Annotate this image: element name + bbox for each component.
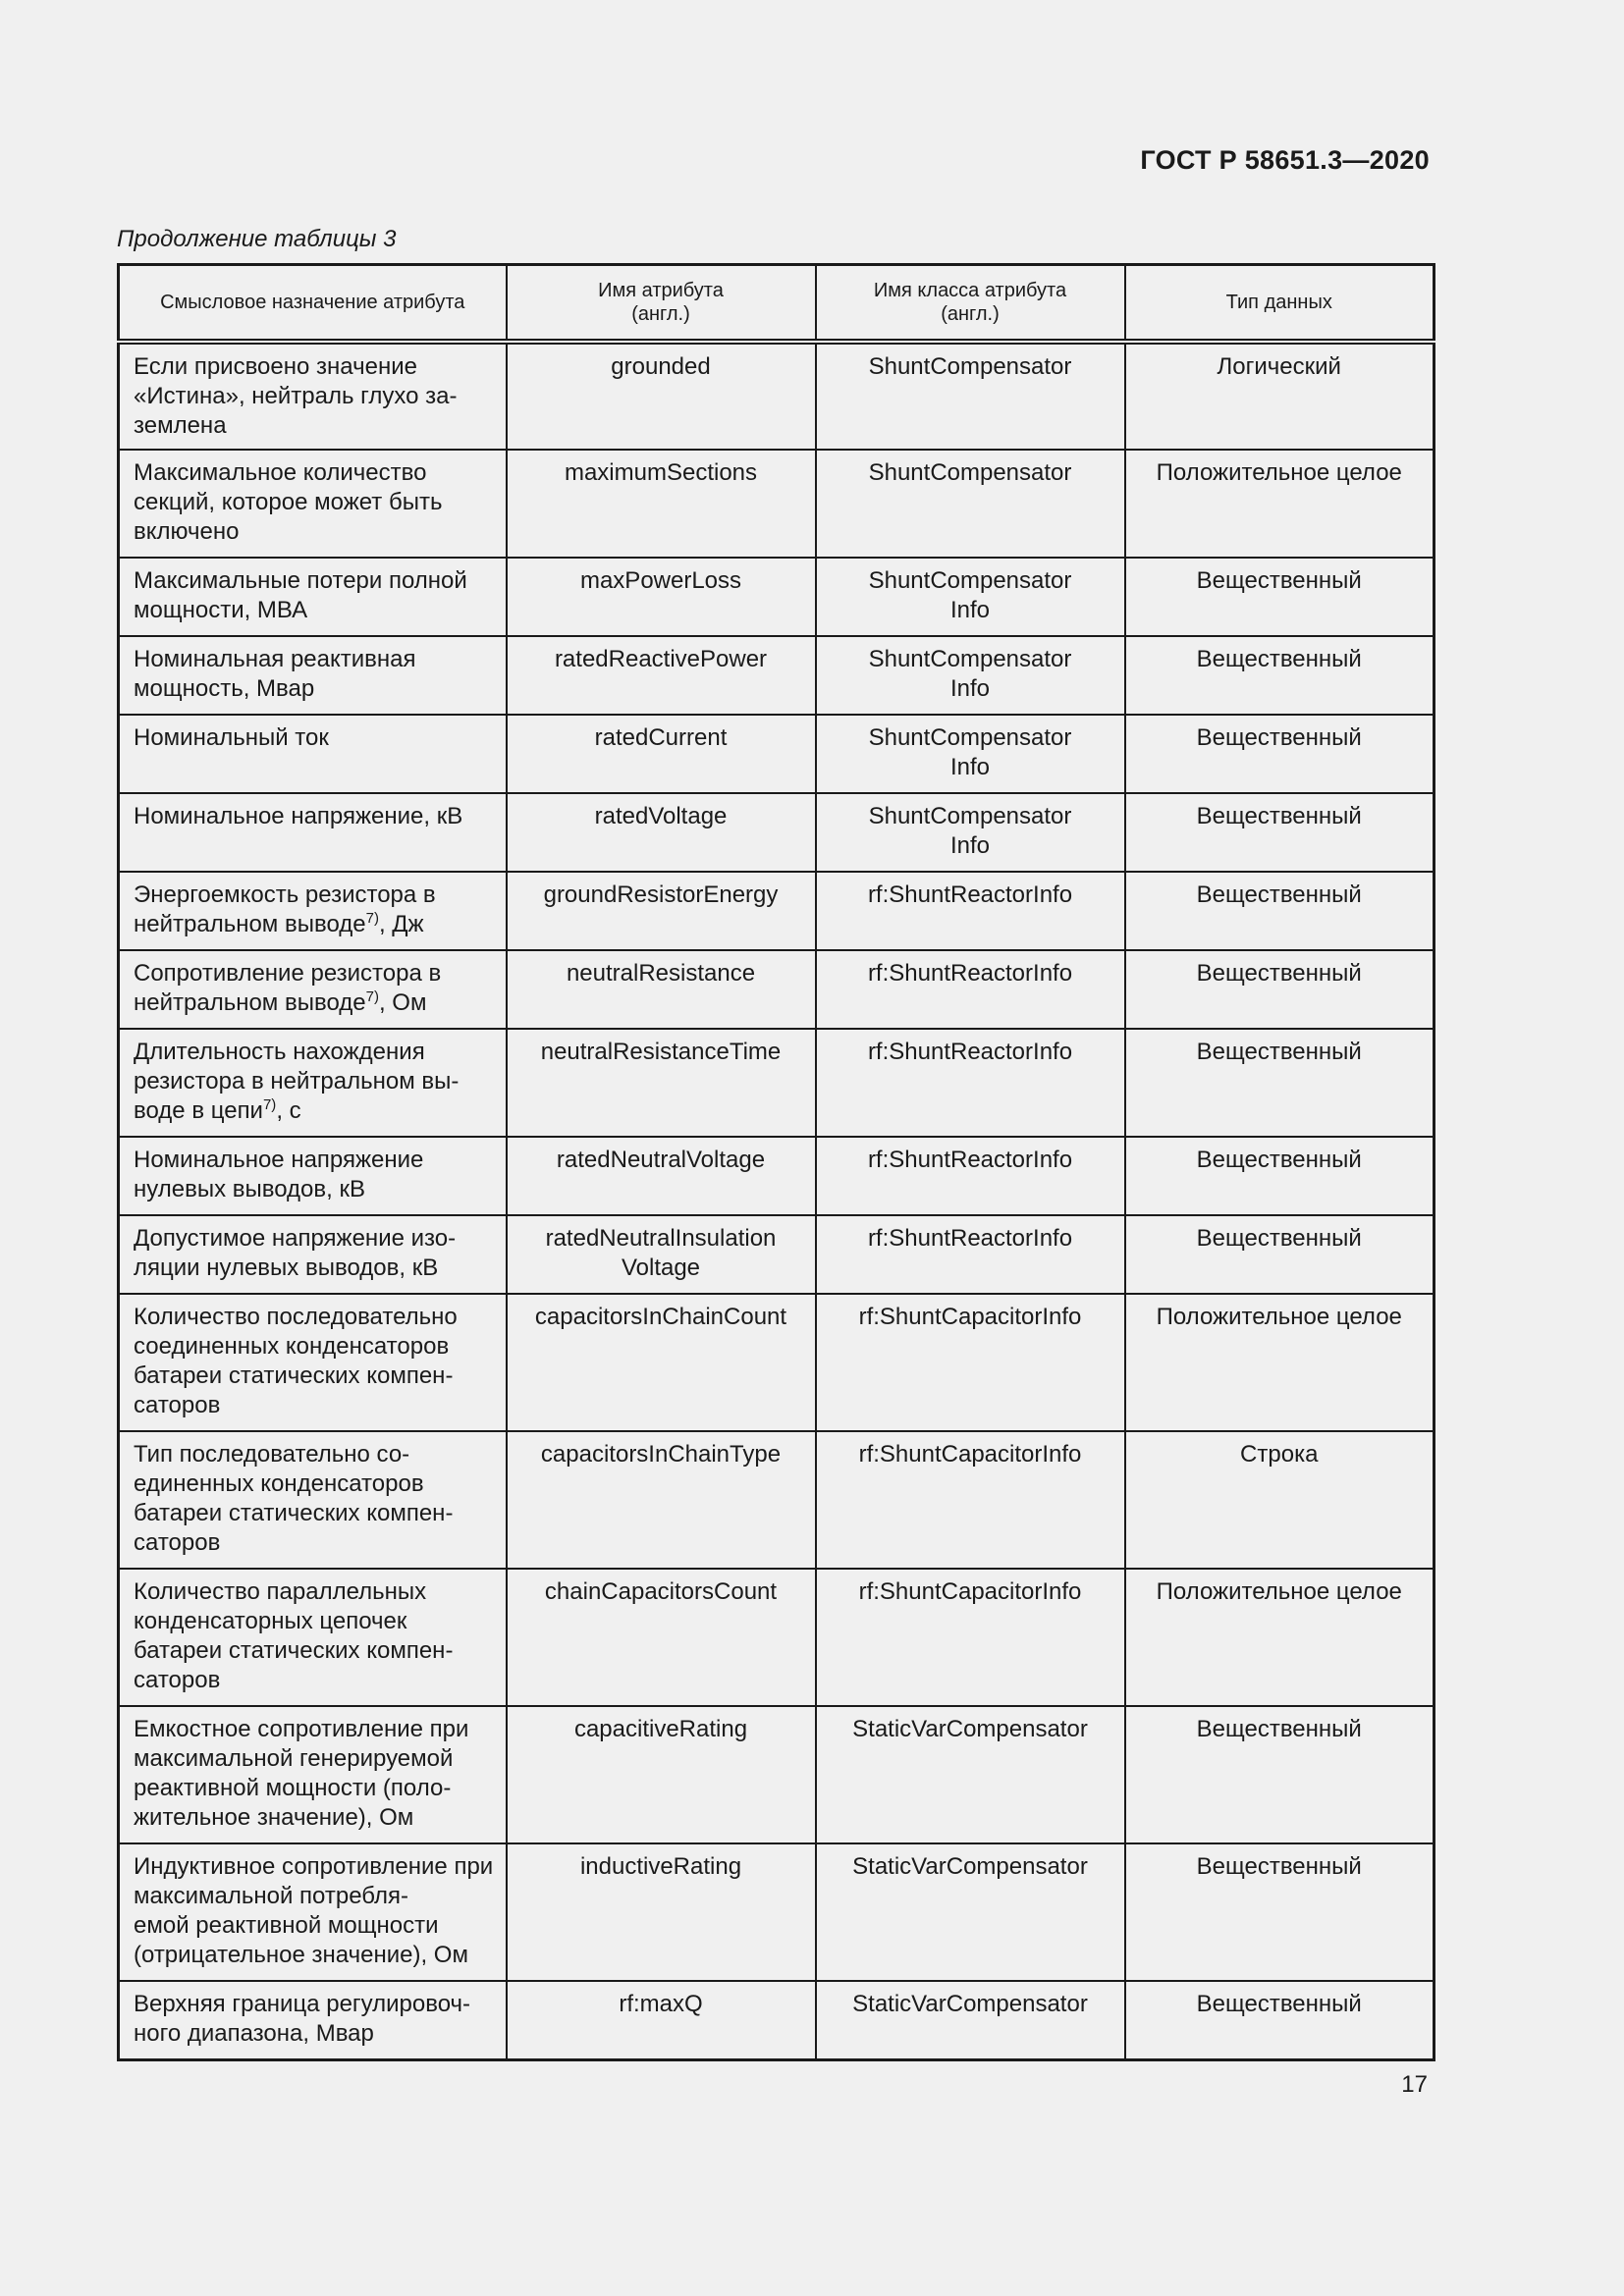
footnote-reference: 7) bbox=[262, 1096, 277, 1113]
cell-attribute-name: chainCapacitorsCount bbox=[507, 1569, 816, 1706]
table-row bbox=[119, 1706, 1435, 1843]
table-row bbox=[119, 450, 1435, 558]
cell-purpose bbox=[119, 1137, 507, 1215]
cell-class-name: StaticVarCompensator bbox=[816, 1706, 1125, 1843]
cell-attribute-name: maxPowerLoss bbox=[507, 558, 816, 636]
column-header-class-name: Имя класса атрибута (англ.) bbox=[816, 265, 1125, 343]
cell-purpose-text: Количество параллельных конденсаторных цепочек батареи статических компен- саторов bbox=[134, 1578, 454, 1693]
cell-data-type: Вещественный bbox=[1125, 1706, 1435, 1843]
cell-purpose bbox=[119, 1706, 507, 1843]
cell-data-type: Вещественный bbox=[1125, 1137, 1435, 1215]
cell-purpose bbox=[119, 636, 507, 715]
cell-purpose-text: Сопротивление резистора в нейтральном выводе bbox=[134, 960, 442, 1016]
cell-attribute-name: ratedVoltage bbox=[507, 793, 816, 872]
cell-attribute-name: rf:maxQ bbox=[507, 1981, 816, 2059]
cell-class-name: rf:ShuntReactorInfo bbox=[816, 950, 1125, 1029]
cell-data-type: Вещественный bbox=[1125, 950, 1435, 1029]
cell-purpose-text: Индуктивное сопротивление при максимальной потребля- емой реактивной мощности (отрицательное значение), Ом bbox=[134, 1853, 494, 1968]
table-row bbox=[119, 636, 1435, 715]
cell-purpose bbox=[119, 1029, 507, 1137]
cell-purpose-text: Максимальное количество секций, которое может быть включено bbox=[134, 459, 443, 545]
cell-attribute-name: ratedNeutralInsulation Voltage bbox=[507, 1215, 816, 1294]
cell-data-type: Положительное целое bbox=[1125, 1294, 1435, 1431]
cell-data-type: Вещественный bbox=[1125, 558, 1435, 636]
column-header-attribute-name: Имя атрибута (англ.) bbox=[507, 265, 816, 343]
cell-purpose-unit: , Дж bbox=[378, 911, 424, 937]
table-row bbox=[119, 1215, 1435, 1294]
cell-purpose-text: Количество последовательно соединенных конденсаторов батареи статических компен- саторов bbox=[134, 1304, 458, 1418]
page-number: 17 bbox=[1401, 2071, 1428, 2098]
cell-purpose-text: Энергоемкость резистора в нейтральном выводе bbox=[134, 881, 436, 937]
table-row bbox=[119, 950, 1435, 1029]
cell-data-type: Вещественный bbox=[1125, 1981, 1435, 2059]
cell-purpose-text: Номинальная реактивная мощность, Мвар bbox=[134, 646, 416, 702]
table-row bbox=[119, 558, 1435, 636]
cell-purpose-text: Номинальное напряжение нулевых выводов, кВ bbox=[134, 1147, 424, 1202]
cell-class-name: ShuntCompensator bbox=[816, 342, 1125, 450]
cell-class-name: ShuntCompensator Info bbox=[816, 793, 1125, 872]
cell-purpose bbox=[119, 1431, 507, 1569]
cell-data-type: Положительное целое bbox=[1125, 450, 1435, 558]
cell-class-name: ShuntCompensator Info bbox=[816, 558, 1125, 636]
cell-purpose bbox=[119, 342, 507, 450]
cell-data-type: Логический bbox=[1125, 342, 1435, 450]
cell-attribute-name: inductiveRating bbox=[507, 1843, 816, 1981]
cell-class-name: StaticVarCompensator bbox=[816, 1843, 1125, 1981]
cell-class-name: StaticVarCompensator bbox=[816, 1981, 1125, 2059]
cell-class-name: rf:ShuntCapacitorInfo bbox=[816, 1294, 1125, 1431]
cell-purpose-text: Тип последовательно со- единенных конденсаторов батареи статических компен- саторов bbox=[134, 1441, 454, 1556]
cell-attribute-name: ratedCurrent bbox=[507, 715, 816, 793]
cell-purpose bbox=[119, 1981, 507, 2059]
table-row bbox=[119, 1294, 1435, 1431]
cell-class-name: rf:ShuntReactorInfo bbox=[816, 1137, 1125, 1215]
table-row bbox=[119, 793, 1435, 872]
cell-data-type: Вещественный bbox=[1125, 636, 1435, 715]
cell-purpose-text: Максимальные потери полной мощности, МВА bbox=[134, 567, 467, 623]
cell-purpose-text: Допустимое напряжение изо- ляции нулевых выводов, кВ bbox=[134, 1225, 457, 1281]
cell-attribute-name: neutralResistanceTime bbox=[507, 1029, 816, 1137]
cell-purpose bbox=[119, 450, 507, 558]
footnote-reference: 7) bbox=[365, 910, 379, 927]
cell-data-type: Положительное целое bbox=[1125, 1569, 1435, 1706]
column-header-purpose: Смысловое назначение атрибута bbox=[119, 265, 507, 343]
table-body bbox=[119, 342, 1435, 2059]
cell-purpose bbox=[119, 1215, 507, 1294]
cell-data-type: Вещественный bbox=[1125, 715, 1435, 793]
cell-purpose-text: Верхняя граница регулировоч- ного диапазона, Мвар bbox=[134, 1991, 471, 2047]
cell-purpose bbox=[119, 715, 507, 793]
cell-purpose bbox=[119, 793, 507, 872]
cell-data-type: Вещественный bbox=[1125, 1843, 1435, 1981]
footnote-reference: 7) bbox=[365, 988, 379, 1005]
cell-attribute-name: groundResistorEnergy bbox=[507, 872, 816, 950]
cell-purpose-unit: , Ом bbox=[378, 989, 427, 1016]
cell-class-name: rf:ShuntReactorInfo bbox=[816, 1215, 1125, 1294]
cell-class-name: ShuntCompensator Info bbox=[816, 715, 1125, 793]
cell-attribute-name: maximumSections bbox=[507, 450, 816, 558]
cell-class-name: rf:ShuntReactorInfo bbox=[816, 872, 1125, 950]
table-row bbox=[119, 1981, 1435, 2059]
cell-attribute-name: grounded bbox=[507, 342, 816, 450]
table-row bbox=[119, 1569, 1435, 1706]
cell-attribute-name: capacitiveRating bbox=[507, 1706, 816, 1843]
cell-purpose-text: Номинальное напряжение, кВ bbox=[134, 803, 463, 829]
attributes-table bbox=[117, 263, 1435, 2061]
cell-attribute-name: capacitorsInChainType bbox=[507, 1431, 816, 1569]
table-row bbox=[119, 872, 1435, 950]
cell-data-type: Вещественный bbox=[1125, 872, 1435, 950]
cell-attribute-name: ratedNeutralVoltage bbox=[507, 1137, 816, 1215]
cell-purpose-text: Если присвоено значение «Истина», нейтраль глухо за- землена bbox=[134, 353, 458, 439]
cell-class-name: ShuntCompensator Info bbox=[816, 636, 1125, 715]
table-row bbox=[119, 1029, 1435, 1137]
cell-purpose bbox=[119, 558, 507, 636]
table-row bbox=[119, 1843, 1435, 1981]
cell-class-name: rf:ShuntCapacitorInfo bbox=[816, 1569, 1125, 1706]
cell-attribute-name: capacitorsInChainCount bbox=[507, 1294, 816, 1431]
cell-attribute-name: neutralResistance bbox=[507, 950, 816, 1029]
column-header-data-type: Тип данных bbox=[1125, 265, 1435, 343]
cell-purpose bbox=[119, 1294, 507, 1431]
cell-purpose bbox=[119, 1843, 507, 1981]
cell-class-name: ShuntCompensator bbox=[816, 450, 1125, 558]
table-row bbox=[119, 1137, 1435, 1215]
table-caption: Продолжение таблицы 3 bbox=[117, 226, 397, 252]
table-row bbox=[119, 715, 1435, 793]
cell-purpose-text: Номинальный ток bbox=[134, 724, 329, 751]
cell-data-type: Вещественный bbox=[1125, 1215, 1435, 1294]
cell-purpose-text: Емкостное сопротивление при максимальной генерируемой реактивной мощности (поло- жительное значение), Ом bbox=[134, 1716, 469, 1831]
cell-data-type: Вещественный bbox=[1125, 793, 1435, 872]
table-row bbox=[119, 342, 1435, 450]
cell-class-name: rf:ShuntCapacitorInfo bbox=[816, 1431, 1125, 1569]
document-code: ГОСТ Р 58651.3—2020 bbox=[1140, 145, 1430, 175]
cell-purpose bbox=[119, 872, 507, 950]
cell-data-type: Вещественный bbox=[1125, 1029, 1435, 1137]
cell-purpose bbox=[119, 1569, 507, 1706]
cell-purpose-text: Длительность нахождения резистора в нейтральном вы- воде в цепи bbox=[134, 1039, 460, 1124]
table-header-row bbox=[119, 265, 1435, 343]
cell-purpose bbox=[119, 950, 507, 1029]
cell-data-type: Строка bbox=[1125, 1431, 1435, 1569]
cell-attribute-name: ratedReactivePower bbox=[507, 636, 816, 715]
cell-purpose-unit: , с bbox=[276, 1097, 301, 1124]
cell-class-name: rf:ShuntReactorInfo bbox=[816, 1029, 1125, 1137]
table-row bbox=[119, 1431, 1435, 1569]
